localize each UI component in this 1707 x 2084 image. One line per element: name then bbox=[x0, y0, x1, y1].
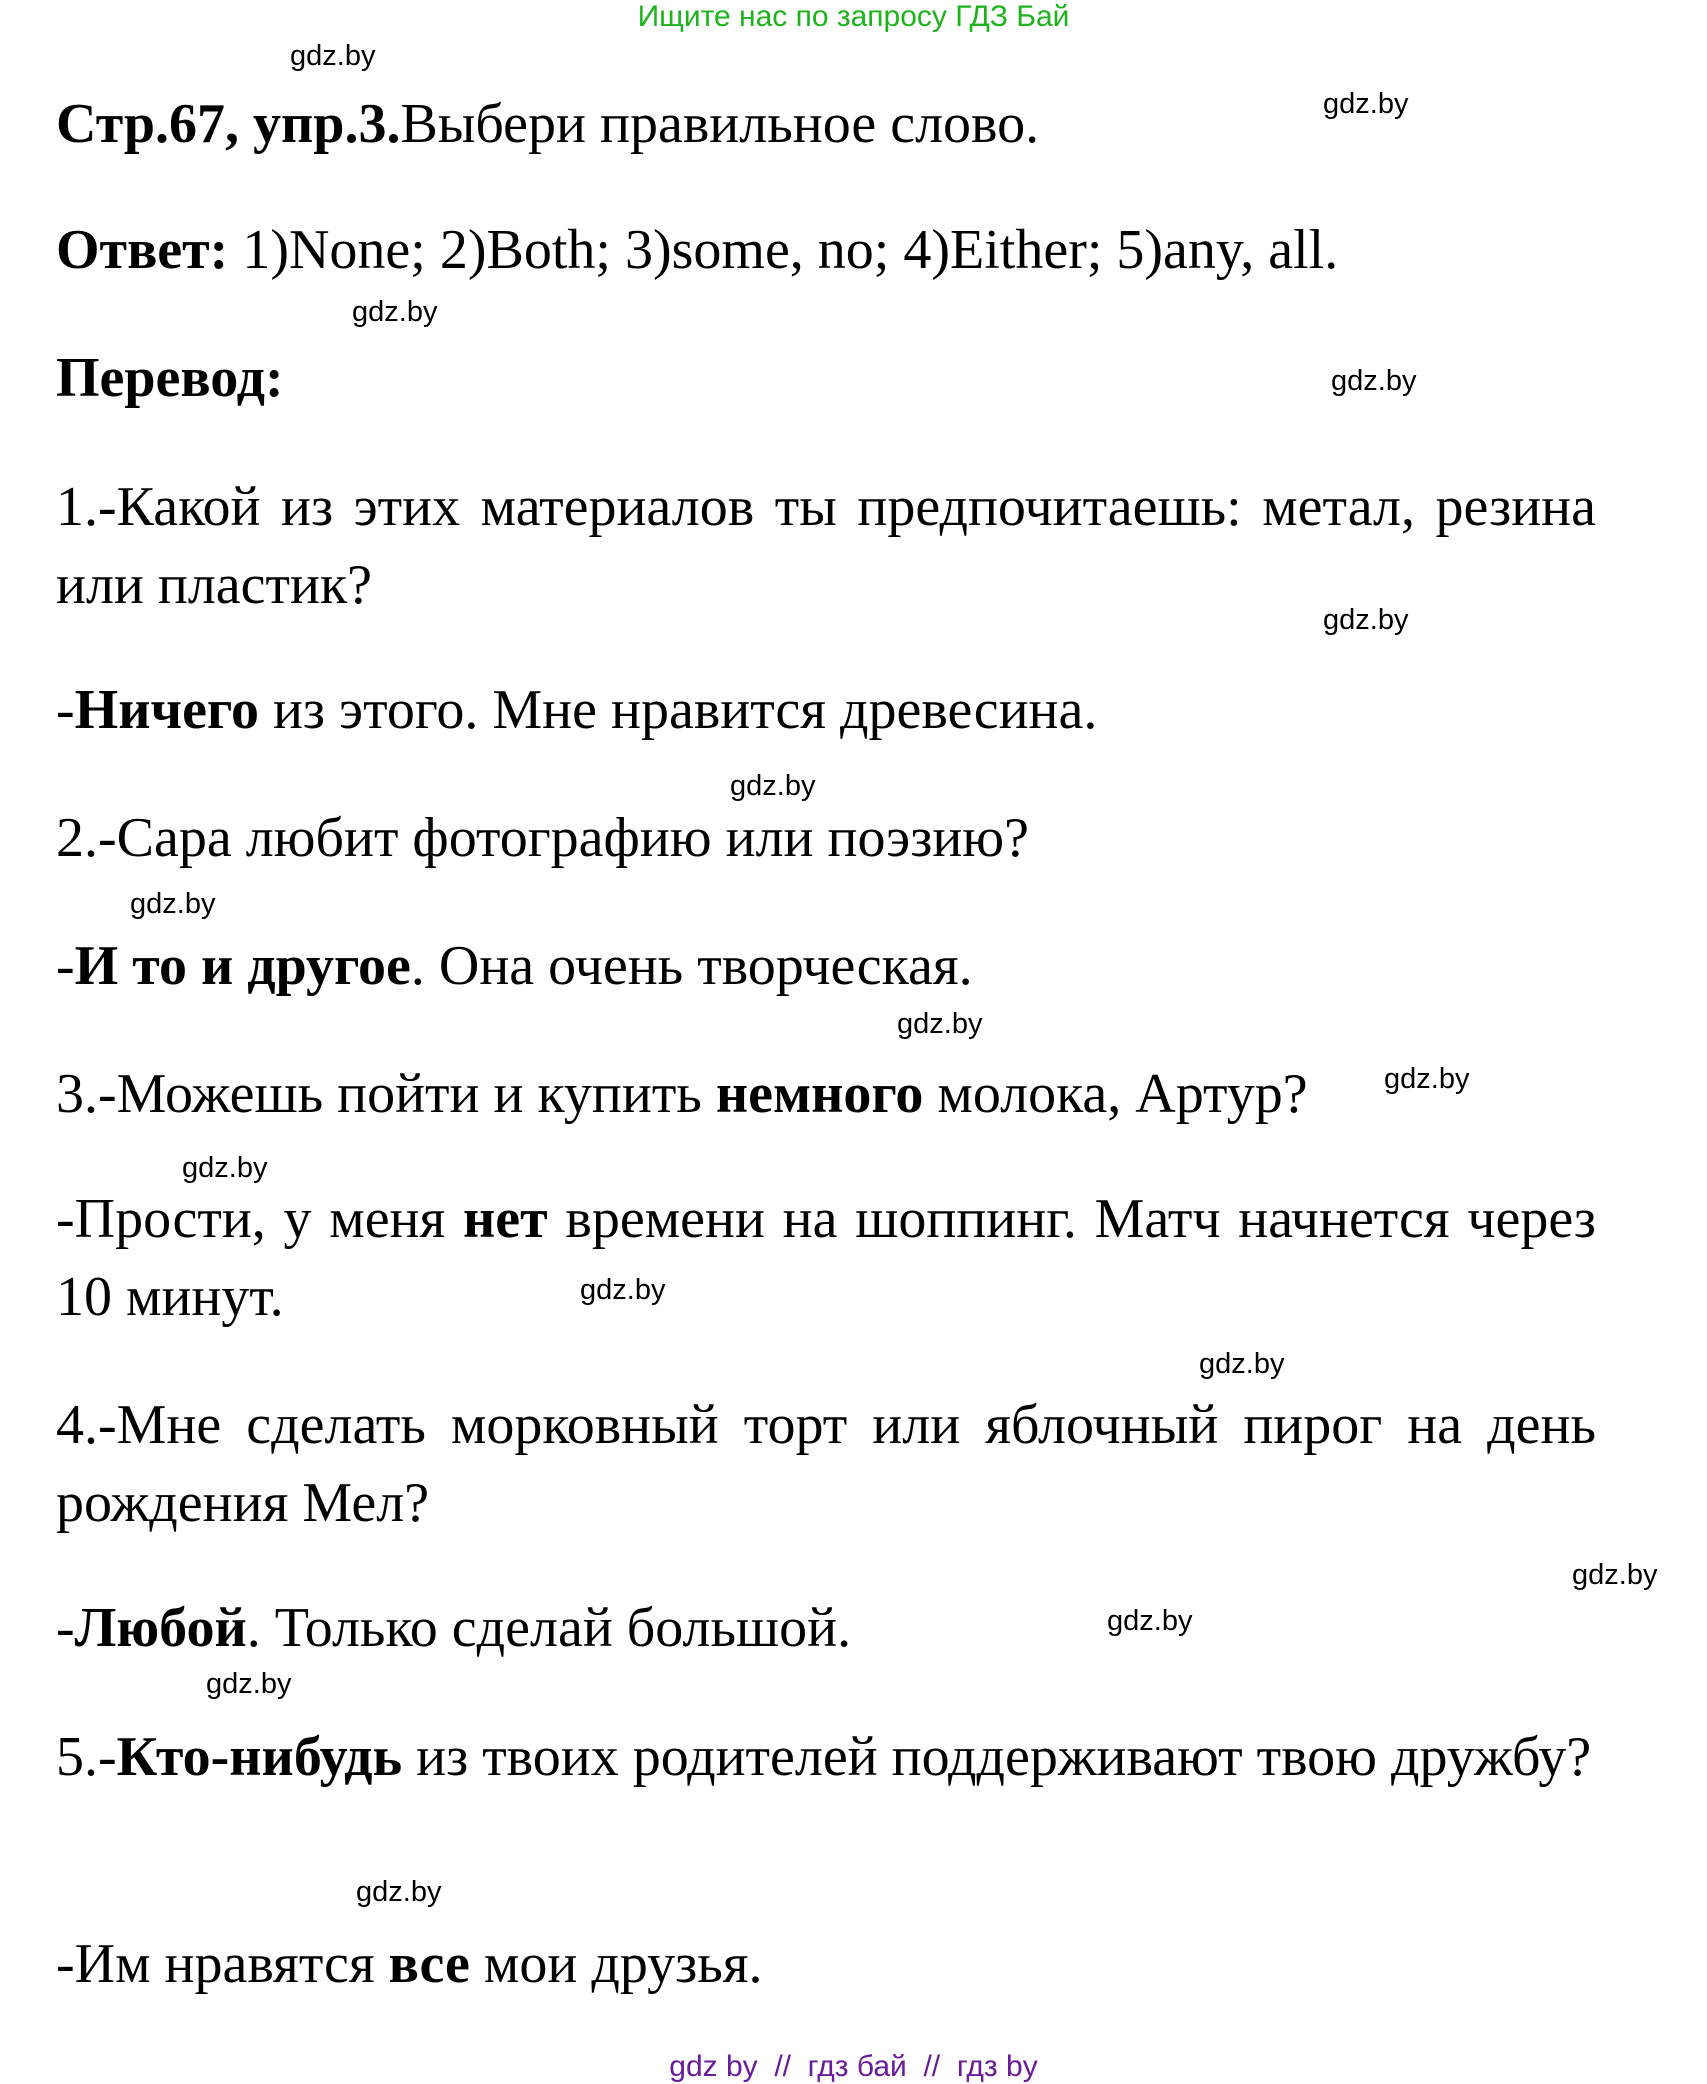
watermark: gdz.by bbox=[1384, 1063, 1470, 1095]
question-3-prefix: 3.-Можешь пойти и купить bbox=[56, 1063, 716, 1125]
answer-3-keyword: нет bbox=[463, 1188, 548, 1250]
watermark: gdz.by bbox=[1323, 604, 1409, 636]
question-4: 4.-Мне сделать морковный торт или яблочный пирог на день рождения Мел? bbox=[56, 1394, 1596, 1534]
answer-5 bbox=[56, 1933, 763, 1995]
watermark: gdz.by bbox=[290, 40, 376, 72]
watermark: gdz.by bbox=[352, 296, 438, 328]
watermark: gdz.by bbox=[1199, 1348, 1285, 1380]
answer-5-rest: мои друзья. bbox=[469, 1933, 763, 1995]
answer-5-keyword: все bbox=[388, 1933, 470, 1995]
answer-text: 1)None; 2)Both; 3)some, no; 4)Either; 5)any, all. bbox=[228, 219, 1339, 281]
answer-4-rest: . Только сделай большой. bbox=[246, 1597, 852, 1659]
watermark: gdz.by bbox=[1572, 1559, 1658, 1591]
watermark: gdz.by bbox=[1331, 365, 1417, 397]
answer-4 bbox=[56, 1597, 852, 1659]
exercise-reference: Стр.67, упр.3. bbox=[56, 93, 401, 155]
question-3-rest: молока, Артур? bbox=[923, 1063, 1308, 1125]
question-1: 1.-Какой из этих материалов ты предпочитаешь: метал, резина или пластик? bbox=[56, 476, 1596, 616]
question-5-keyword: Кто-нибудь bbox=[116, 1726, 403, 1788]
answer-2-rest: . Она очень творческая. bbox=[410, 935, 973, 997]
question-5 bbox=[56, 1718, 1596, 1796]
answer-3-rest: времени на шоппинг. Матч начнется через 10 минут. bbox=[56, 1188, 1596, 1328]
answer-label: Ответ: bbox=[56, 219, 229, 281]
footer-links: gdz by // гдз бай // гдз by bbox=[669, 2050, 1038, 2083]
question-2: 2.-Сара любит фотографию или поэзию? bbox=[56, 807, 1029, 869]
watermark: gdz.by bbox=[130, 888, 216, 920]
answer-5-prefix: -Им нравятся bbox=[56, 1933, 389, 1995]
answer-3-prefix: -Прости, у меня bbox=[56, 1188, 464, 1250]
question-3 bbox=[56, 1063, 1308, 1125]
exercise-task: Выбери правильное слово. bbox=[400, 93, 1040, 155]
translation-label bbox=[56, 347, 284, 409]
question-5-prefix: 5.- bbox=[56, 1726, 117, 1788]
answer-3 bbox=[56, 1180, 1596, 1336]
answer-2 bbox=[56, 935, 973, 997]
answer-2-prefix: - bbox=[56, 935, 75, 997]
watermark: gdz.by bbox=[1107, 1605, 1193, 1637]
answer-1 bbox=[56, 679, 1098, 741]
watermark: gdz.by bbox=[182, 1152, 268, 1184]
answer-1-rest: из этого. Мне нравится древесина. bbox=[258, 679, 1098, 741]
question-5-rest: из твоих родителей поддерживают твою дружбу? bbox=[402, 1726, 1592, 1788]
watermark: gdz.by bbox=[580, 1274, 666, 1306]
watermark: gdz.by bbox=[897, 1008, 983, 1040]
watermark: gdz.by bbox=[730, 770, 816, 802]
answer-1-keyword: Ничего bbox=[74, 679, 259, 741]
question-3-keyword: немного bbox=[715, 1063, 924, 1125]
watermark: gdz.by bbox=[356, 1876, 442, 1908]
watermark: gdz.by bbox=[206, 1668, 292, 1700]
translation-label-text: Перевод: bbox=[56, 347, 284, 409]
answer-1-prefix: - bbox=[56, 679, 75, 741]
watermark: gdz.by bbox=[1323, 88, 1409, 120]
search-banner: Ищите нас по запросу ГДЗ Бай bbox=[637, 0, 1070, 33]
answer-4-prefix: - bbox=[56, 1597, 75, 1659]
answer-line bbox=[56, 219, 1339, 281]
answer-2-keyword: И то и другое bbox=[74, 935, 411, 997]
answer-4-keyword: Любой bbox=[74, 1597, 247, 1659]
exercise-heading bbox=[56, 93, 1040, 155]
